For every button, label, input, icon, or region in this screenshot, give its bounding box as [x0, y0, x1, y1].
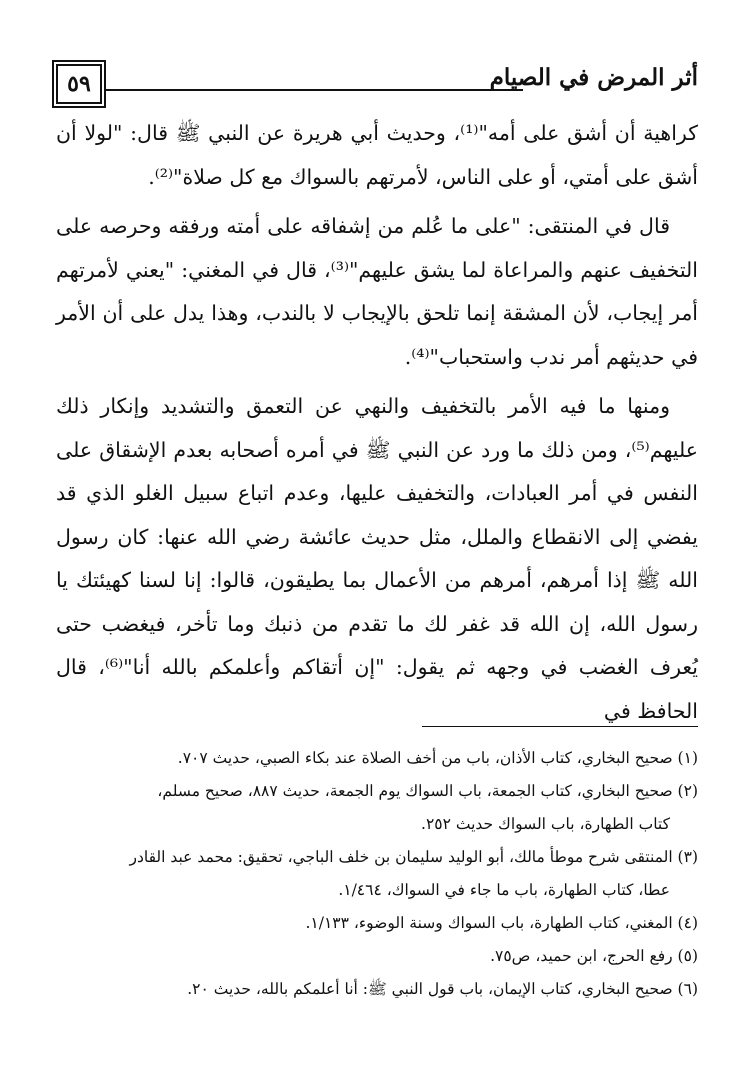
footnote-continuation: عطا، كتاب الطهارة، باب ما جاء في السواك، ١/٤٦٤. — [338, 881, 670, 899]
footnote — [56, 940, 698, 973]
footnote-text: (٥) رفع الحرج، ابن حميد، ص٧٥. — [490, 947, 698, 965]
paragraph: قال في المنتقى: "على ما عُلم من إشفاقه على أمته ورفقه وحرصه على التخفيف عنهم والمراعاة لما يشق عليهم"⁽³⁾، قال في المغني: "يعني لأمرتهم أمر إيجاب، لأن المشقة إنما تلحق بالإيجاب لا بالندب، وهذا يدل على أن الأمر في حديثهم أمر ندب واستحباب"⁽⁴⁾. — [56, 214, 698, 369]
footnote — [56, 973, 698, 1006]
footnote-separator — [422, 726, 698, 727]
footnote — [56, 742, 698, 775]
footnote — [56, 841, 698, 907]
page-number: ٥٩ — [56, 64, 102, 104]
running-title: أثر المرض في الصيام — [489, 64, 698, 91]
paragraph: كراهية أن أشق على أمه"⁽¹⁾، وحديث أبي هريرة عن النبي ﷺ قال: "لولا أن أشق على أمتي، أو على الناس، لأمرتهم بالسواك مع كل صلاة"⁽²⁾. — [56, 121, 698, 189]
footnote — [56, 907, 698, 940]
footnote-text: (٢) صحيح البخاري، كتاب الجمعة، باب السواك يوم الجمعة، حديث ٨٨٧، صحيح مسلم، — [157, 782, 698, 800]
footnote — [56, 775, 698, 841]
footnote-text: (٤) المغني، كتاب الطهارة، باب السواك وسنة الوضوء، ١/١٣٣. — [305, 914, 698, 932]
running-header — [56, 58, 698, 106]
footnote-continuation: كتاب الطهارة، باب السواك حديث ٢٥٢. — [421, 815, 670, 833]
footnotes — [56, 742, 698, 1006]
header-rule — [106, 89, 523, 91]
main-text — [56, 112, 698, 733]
footnote-text: (٦) صحيح البخاري، كتاب الإيمان، باب قول النبي ﷺ: أنا أعلمكم بالله، حديث ٢٠. — [187, 980, 698, 998]
footnote-text: (١) صحيح البخاري، كتاب الأذان، باب من أخف الصلاة عند بكاء الصبي، حديث ٧٠٧. — [177, 749, 698, 767]
paragraph: ومنها ما فيه الأمر بالتخفيف والنهي عن التعمق والتشديد وإنكار ذلك عليهم⁽⁵⁾، ومن ذلك ما ورد عن النبي ﷺ في أمره أصحابه بعدم الإشقاق على النفس في أمر العبادات، والتخفيف عليها، وعدم اتباع سبيل الغلو الذي قد يفضي إلى الانقطاع والملل، مثل حديث عائشة رضي الله عنها: كان رسول الله ﷺ إذا أمرهم، أمرهم من الأعمال بما يطيقون، قالوا: إنا لسنا كهيئتك يا رسول الله، إن الله قد غفر لك ما تقدم من ذنبك وما تأخر، فيغضب حتى يُعرف الغضب في وجهه ثم يقول: "إن أتقاكم وأعلمكم بالله أنا"⁽⁶⁾، قال الحافظ في — [56, 394, 698, 723]
footnote-text: (٣) المنتقى شرح موطأ مالك، أبو الوليد سليمان بن خلف الباجي، تحقيق: محمد عبد القادر — [129, 848, 698, 866]
